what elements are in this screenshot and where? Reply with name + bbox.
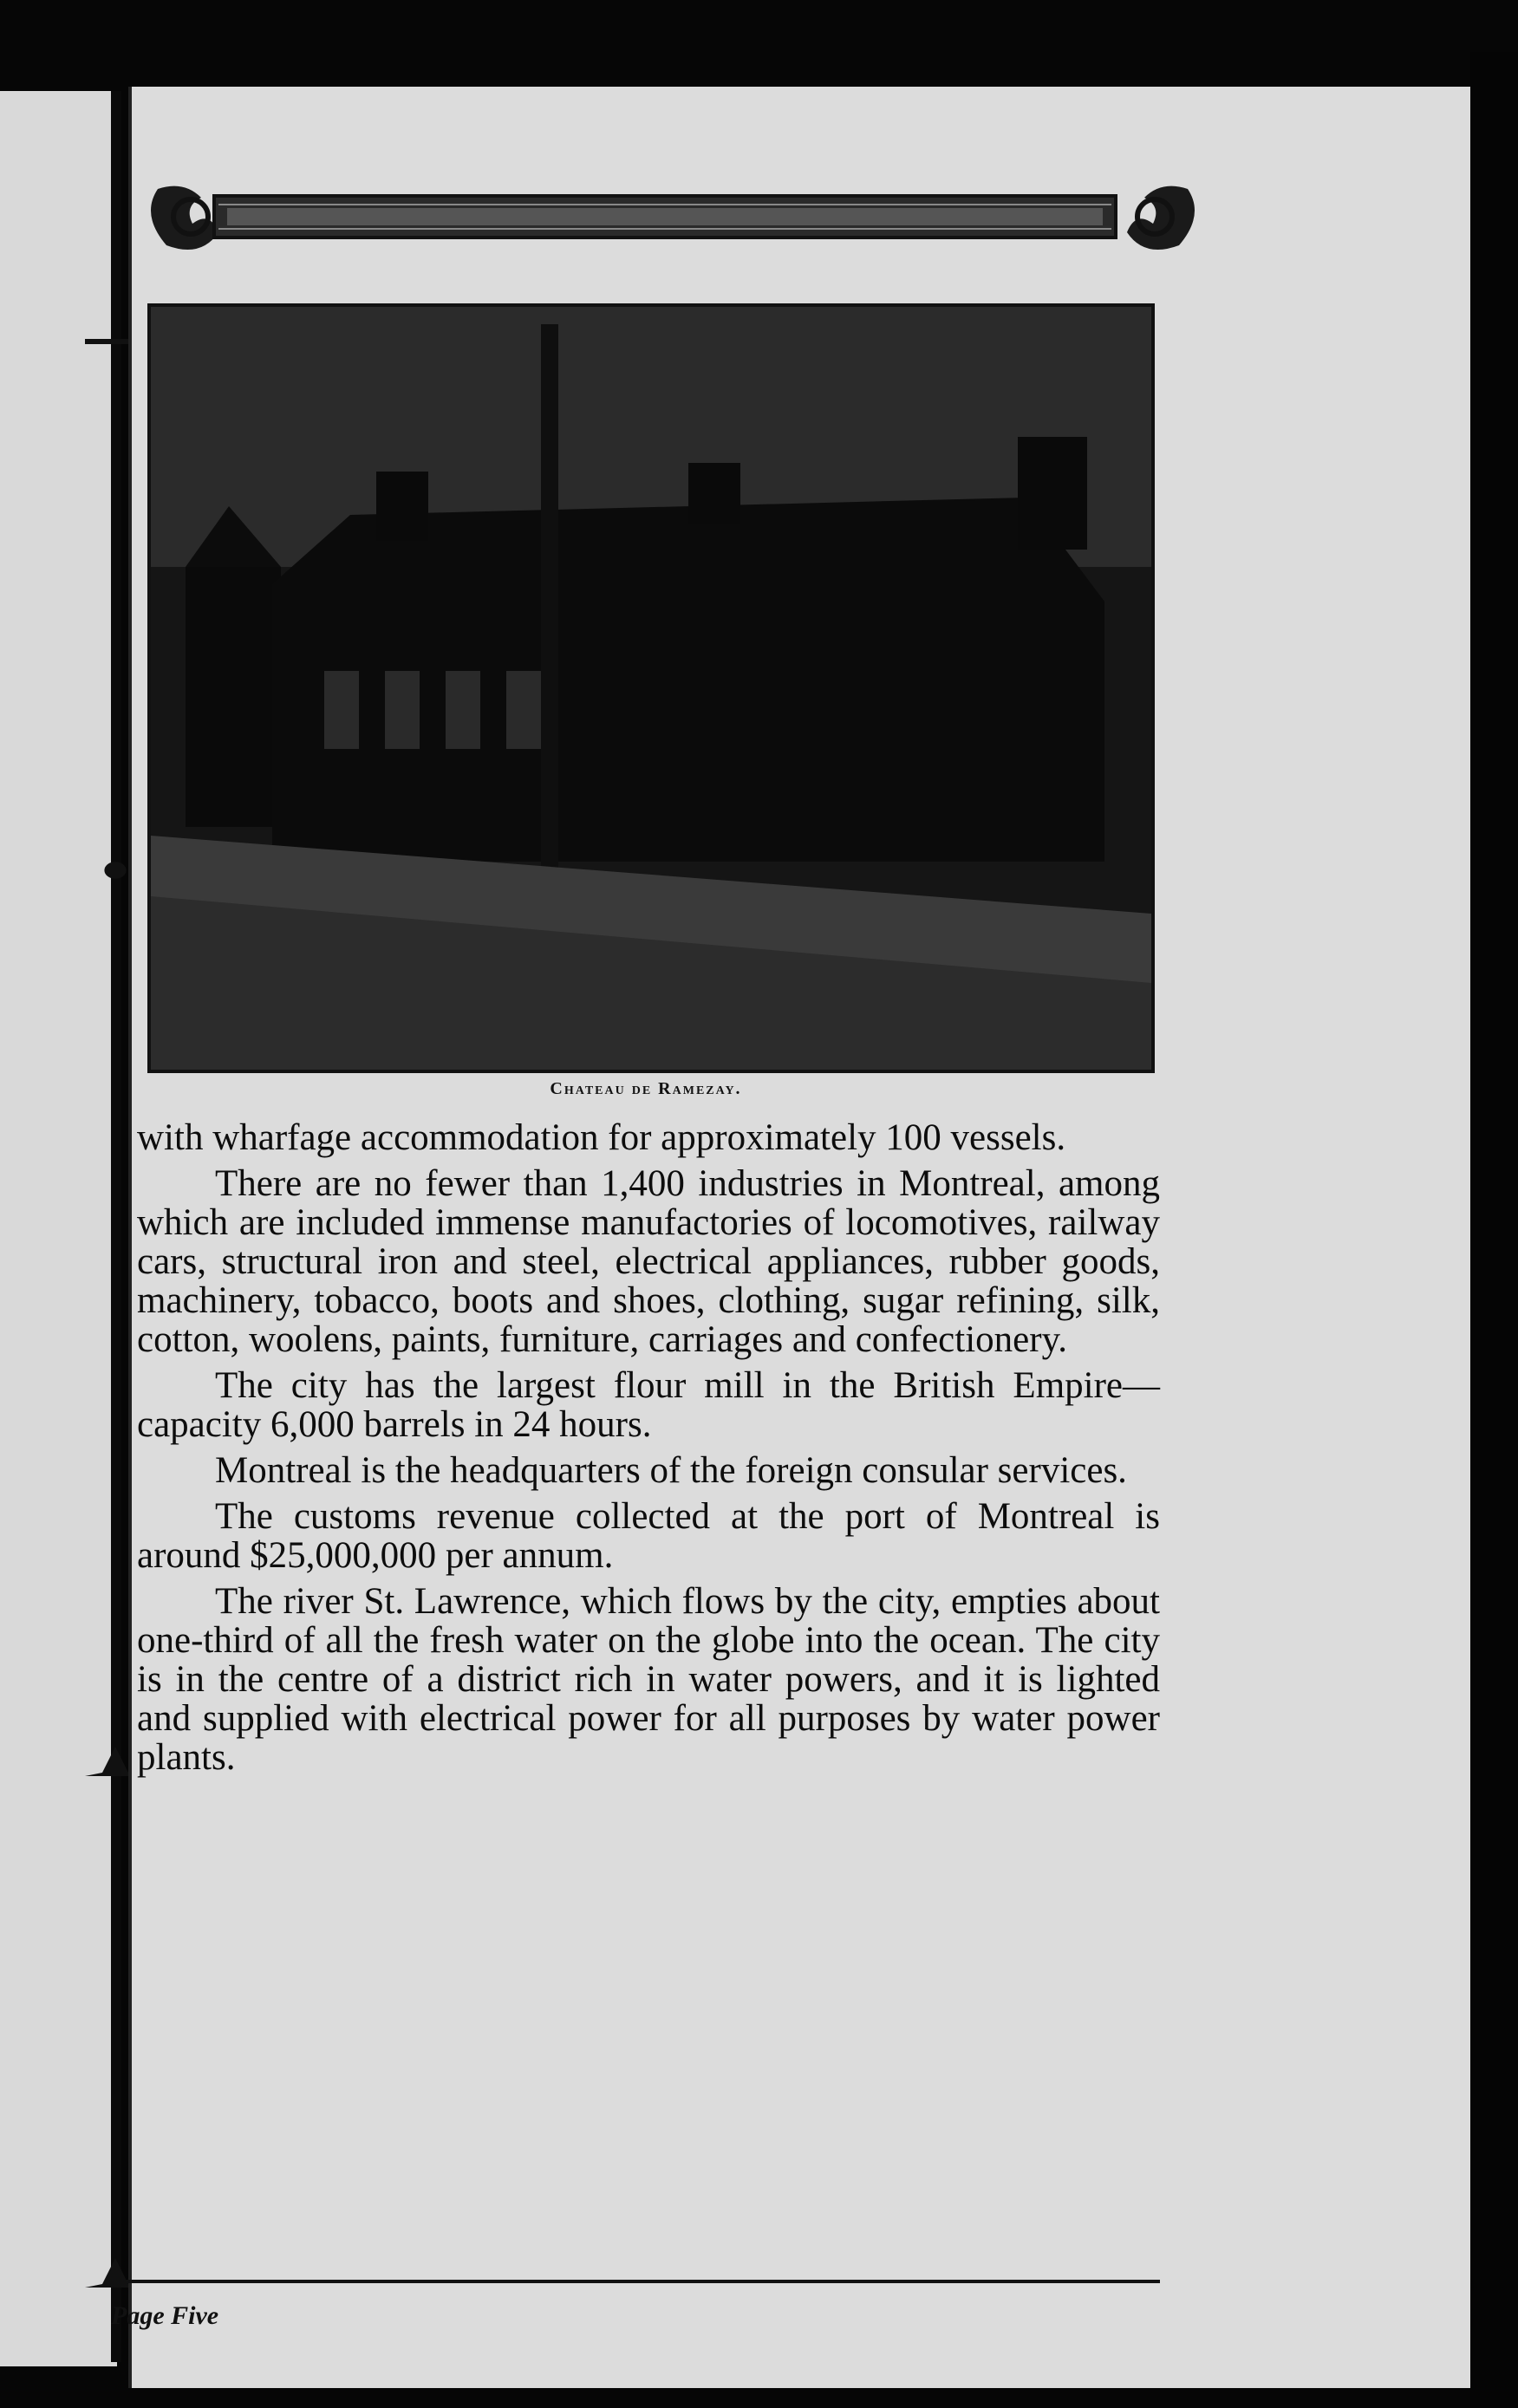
paragraph-industries: There are no fewer than 1,400 industries in Montreal, among which are included immense manufactories of locomotives, railway cars, structural iron and steel, electrical appliances, rubber goods, machinery, tobacco, boots and shoes, clothing, sugar refining, silk, cotton, woolens, paints, furniture, carriages and confectionery.: [137, 1163, 1160, 1360]
book-spine: [111, 91, 121, 2362]
scan-border: [1470, 52, 1518, 2408]
paragraph-flour-mill: The city has the largest flour mill in the British Empire—capacity 6,000 barrels in 24 hours.: [137, 1365, 1160, 1445]
paragraph-consular: Montreal is the headquarters of the foreign consular services.: [215, 1450, 1127, 1491]
page-number: Page Five: [111, 2301, 219, 2330]
building-photograph: [147, 303, 1155, 1073]
paragraph-wharfage: with wharfage accommodation for approximately 100 vessels.: [137, 1117, 1066, 1158]
facing-page-edge: [0, 91, 117, 2366]
footer-rule: [111, 2280, 1160, 2283]
paragraph-customs: The customs revenue collected at the port of Montreal is around $25,000,000 per annum.: [137, 1496, 1160, 1576]
chateau-photo-illustration: [151, 307, 1151, 1070]
photo-caption: Chateau de Ramezay.: [550, 1079, 742, 1098]
decorative-header-banner: [140, 163, 1205, 260]
paragraph-st-lawrence: The river St. Lawrence, which flows by the city, empties about one-third of all the fresh water on the globe into the ocean. The city is in the centre of a district rich in water powers, and it is lighted and supplied with electrical power for all purposes by water power plants.: [137, 1581, 1160, 1778]
article-body: [137, 1118, 1160, 1784]
